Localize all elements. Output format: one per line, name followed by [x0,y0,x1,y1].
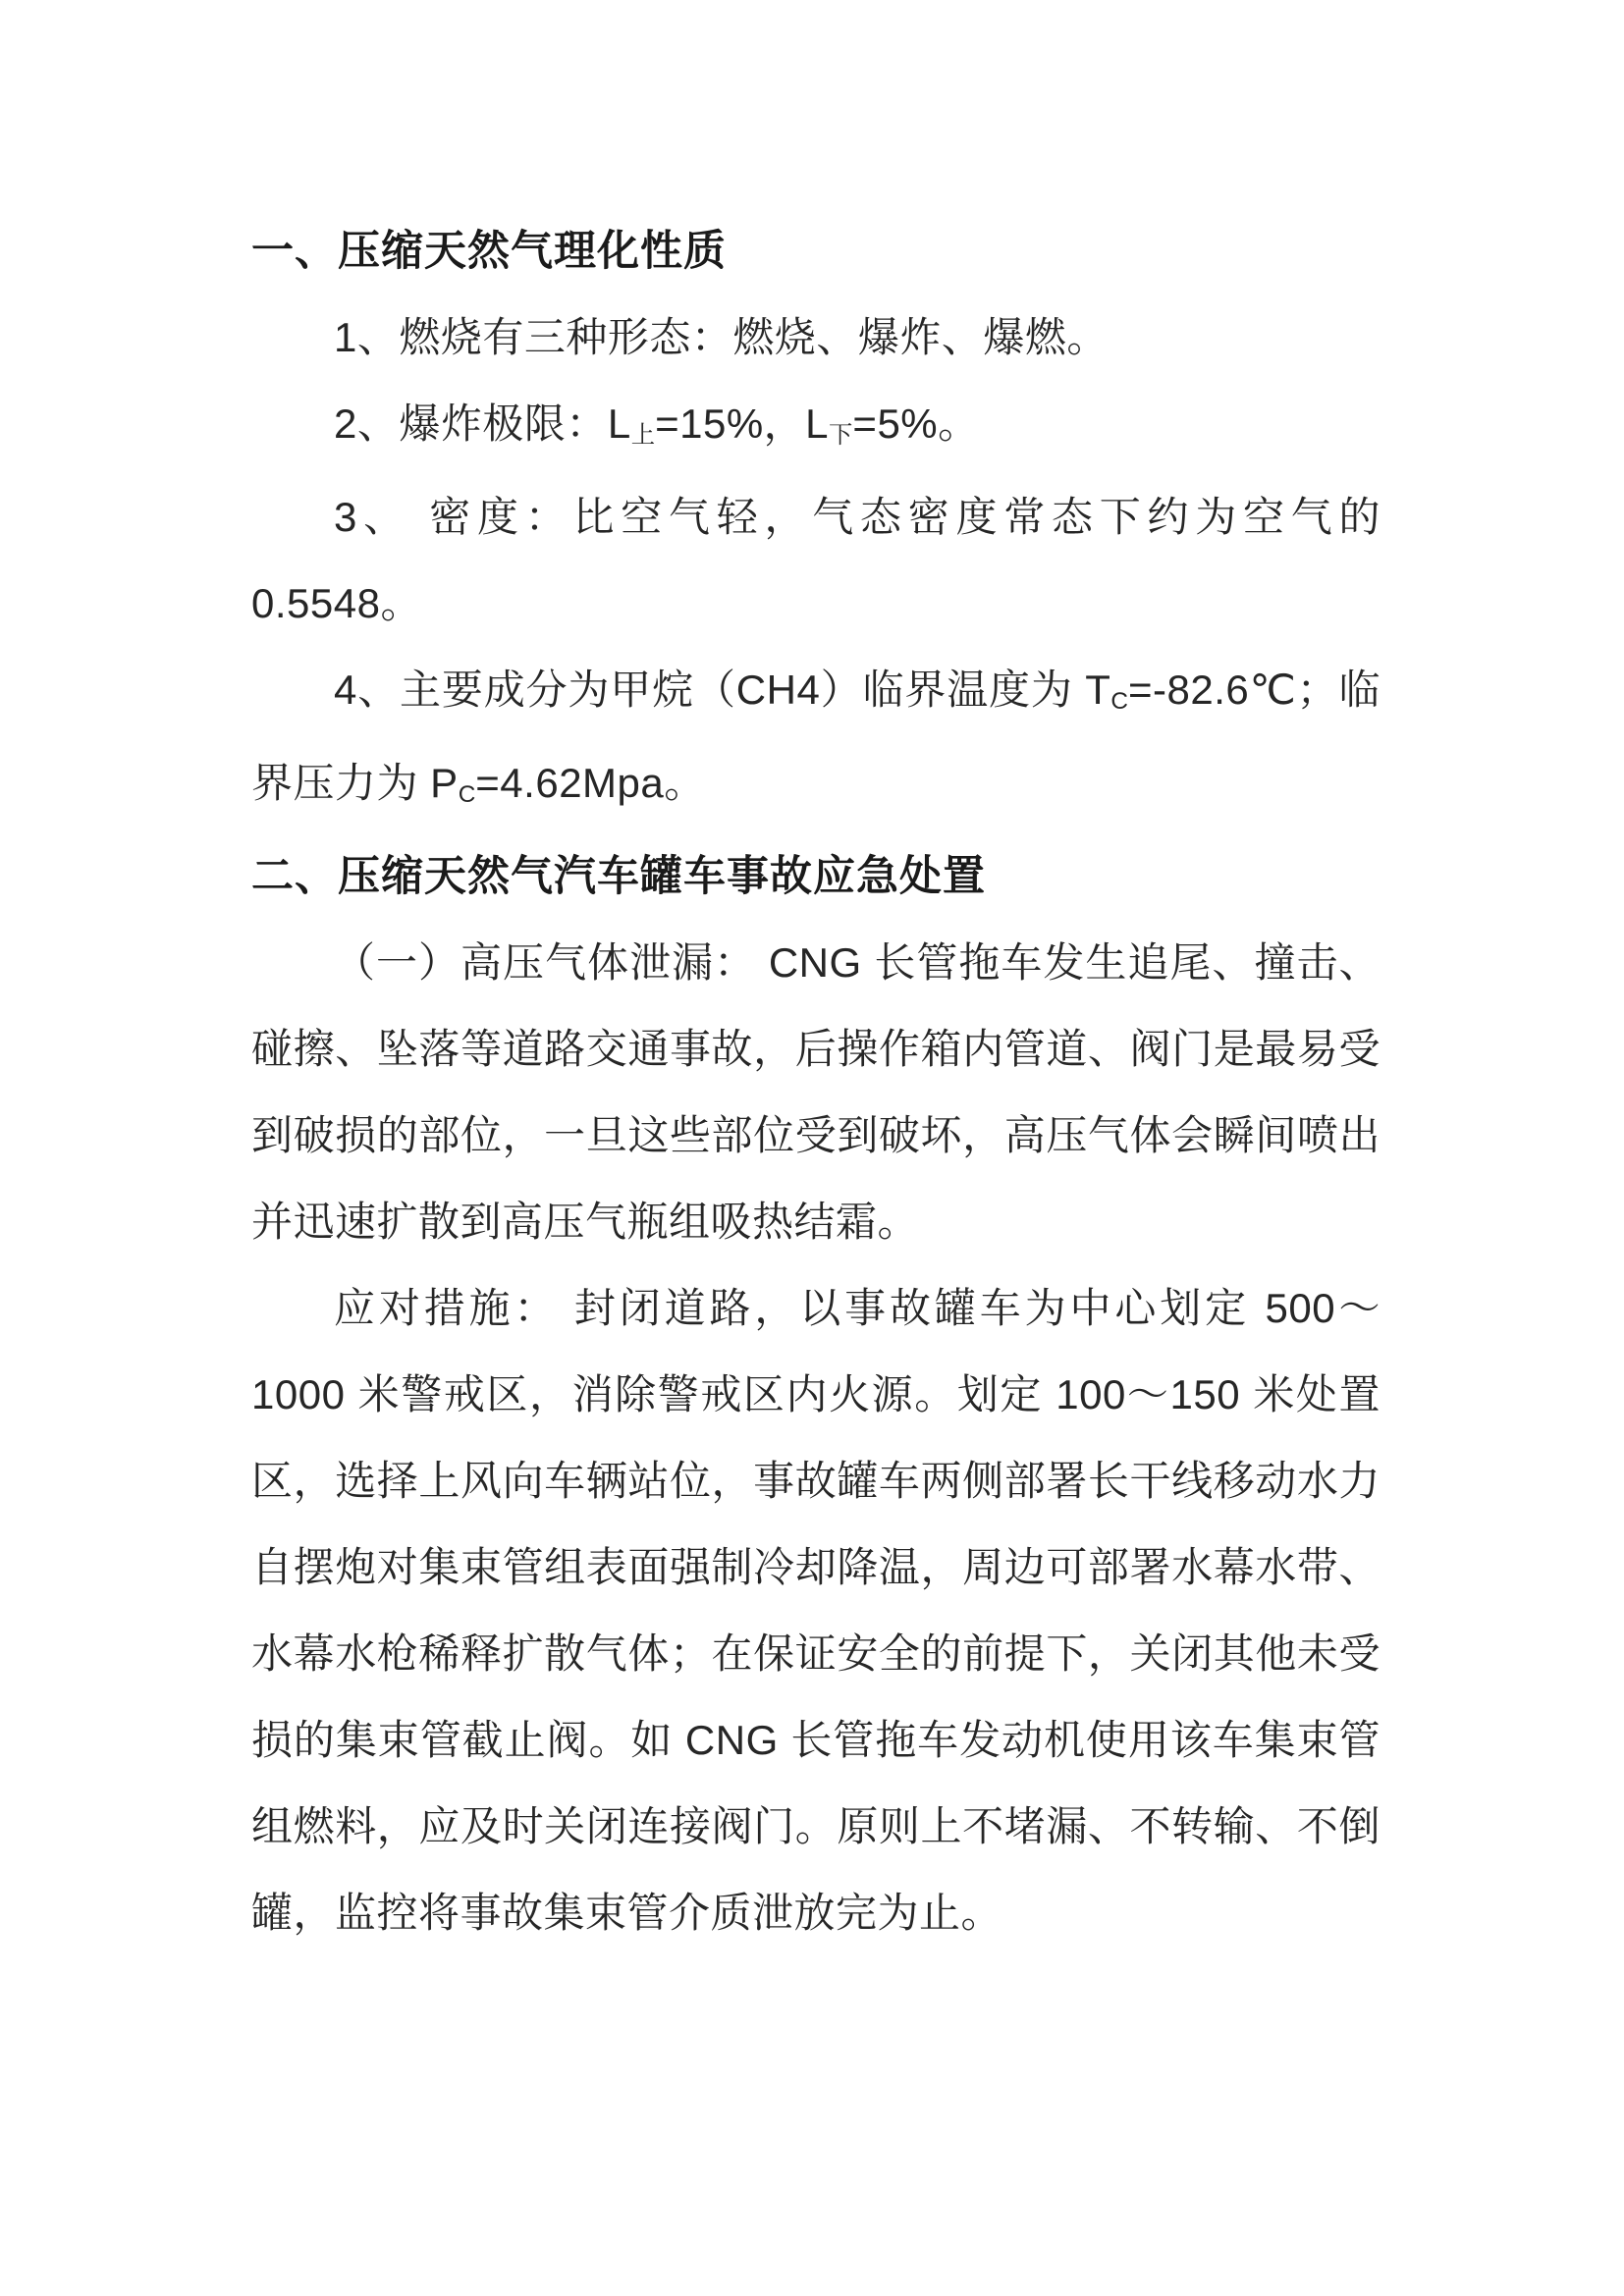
list-item-explosion-limits [251,381,1380,474]
text-run: =4.62Mpa。 [475,760,706,806]
subscript-lower: 下 [829,422,853,450]
text-run: 4、主要成分为甲烷（CH4）临界温度为 T [334,667,1111,713]
list-item-density: 3、 密度：比空气轻，气态密度常态下约为空气的 0.5548。 [251,494,1380,626]
list-item-combustion-forms: 1、燃烧有三种形态：燃烧、爆炸、爆燃。 [334,314,1109,360]
section-heading-physical-properties: 一、压缩天然气理化性质 [251,228,727,275]
text-run: 2、爆炸极限：L [334,400,631,447]
paragraph-gas-leak: （一）高压气体泄漏： CNG 长管拖车发生追尾、撞击、碰擦、坠落等道路交通事故，后操作箱内管道、阀门是最易受到破损的部位，一旦这些部位受到破坏，高压气体会瞬间喷出并迅速扩散到高压气瓶组吸热结霜。 [251,939,1380,1245]
text-run: =15%，L [655,400,830,447]
section-heading-emergency-response: 二、压缩天然气汽车罐车事故应急处置 [251,853,986,900]
subscript-critical-pressure: C [458,781,476,809]
list-item-main-component [251,647,1380,833]
subscript-upper: 上 [630,422,656,450]
subscript-critical-temp: C [1110,688,1129,716]
paragraph-response-measures: 应对措施： 封闭道路，以事故罐车为中心划定 500～1000 米警戒区，消除警戒区内火源。划定 100～150 米处置区，选择上风向车辆站位，事故罐车两侧部署长干线移动水力自摆炮对集束管组表面强制冷却降温，周边可部署水幕水带、水幕水枪稀释扩散气体；在保证安全的前提下，关闭其他未受损的集束管截止阀。如 CNG 长管拖车发动机使用该车集束管组燃料，应及时关闭连接阀门。原则上不堵漏、不转输、不倒罐，监控将事故集束管介质泄放完为止。 [251,1285,1380,1936]
text-run: =5%。 [852,400,980,447]
text-run: =-82.6℃；临界压力为 P [251,667,1380,806]
